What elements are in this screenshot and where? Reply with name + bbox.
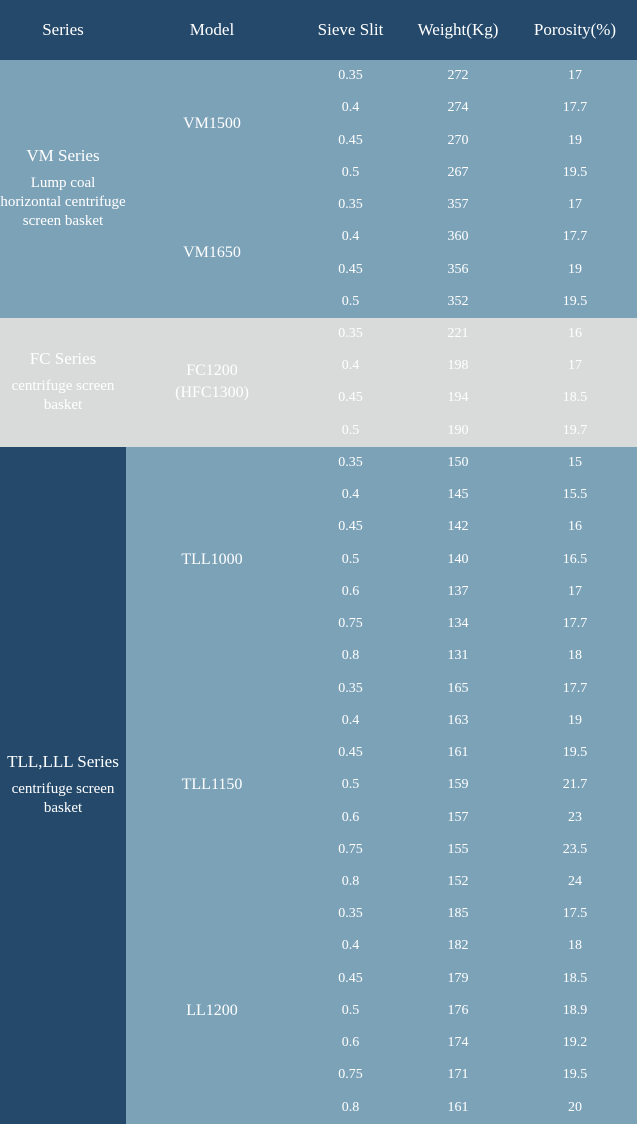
porosity-value: 17.5 bbox=[513, 898, 637, 930]
sieve-slit-value: 0.45 bbox=[298, 511, 403, 543]
weight-value: 161 bbox=[403, 737, 513, 769]
column-header-porosity: Porosity(%) bbox=[513, 0, 637, 60]
weight-value: 198 bbox=[403, 350, 513, 382]
sieve-slit-value: 0.35 bbox=[298, 898, 403, 930]
porosity-value: 19.5 bbox=[513, 286, 637, 318]
model-cell bbox=[126, 447, 298, 673]
model-cell bbox=[126, 318, 298, 447]
porosity-value: 19.5 bbox=[513, 737, 637, 769]
weight-value: 134 bbox=[403, 608, 513, 640]
porosity-value: 20 bbox=[513, 1092, 637, 1124]
weight-value: 152 bbox=[403, 866, 513, 898]
series-subtitle: centrifuge screen basket bbox=[11, 781, 115, 817]
sieve-slit-value: 0.5 bbox=[298, 286, 403, 318]
porosity-value: 17.7 bbox=[513, 221, 637, 253]
weight-value: 182 bbox=[403, 930, 513, 962]
weight-value: 360 bbox=[403, 221, 513, 253]
sieve-slit-value: 0.35 bbox=[298, 318, 403, 350]
model-name: (HFC1300) bbox=[175, 384, 249, 402]
porosity-value: 19.5 bbox=[513, 157, 637, 189]
model-cell bbox=[126, 60, 298, 189]
sieve-slit-value: 0.4 bbox=[298, 350, 403, 382]
sieve-slit-value: 0.35 bbox=[298, 672, 403, 704]
series-title: FC Series bbox=[29, 349, 97, 369]
weight-value: 185 bbox=[403, 898, 513, 930]
series-title: VM Series bbox=[26, 146, 100, 166]
sieve-slit-value: 0.6 bbox=[298, 801, 403, 833]
column-header-sieve-slit: Sieve Slit bbox=[298, 0, 403, 60]
model-name: VM1500 bbox=[183, 115, 241, 133]
sieve-slit-value: 0.35 bbox=[298, 189, 403, 221]
porosity-value: 21.7 bbox=[513, 769, 637, 801]
sieve-slit-value: 0.4 bbox=[298, 705, 403, 737]
sieve-slit-value: 0.45 bbox=[298, 124, 403, 156]
sieve-slit-value: 0.45 bbox=[298, 382, 403, 414]
sieve-slit-value: 0.5 bbox=[298, 544, 403, 576]
porosity-value: 24 bbox=[513, 866, 637, 898]
porosity-value: 17.7 bbox=[513, 672, 637, 704]
porosity-value: 17 bbox=[513, 189, 637, 221]
weight-value: 272 bbox=[403, 60, 513, 92]
porosity-value: 17 bbox=[513, 350, 637, 382]
weight-value: 352 bbox=[403, 286, 513, 318]
porosity-value: 19 bbox=[513, 253, 637, 285]
weight-value: 194 bbox=[403, 382, 513, 414]
porosity-value: 18.9 bbox=[513, 995, 637, 1027]
model-name: FC1200 bbox=[186, 362, 238, 380]
weight-value: 137 bbox=[403, 576, 513, 608]
porosity-value: 16 bbox=[513, 318, 637, 350]
weight-value: 140 bbox=[403, 544, 513, 576]
sieve-slit-value: 0.4 bbox=[298, 92, 403, 124]
weight-value: 150 bbox=[403, 447, 513, 479]
porosity-value: 18 bbox=[513, 930, 637, 962]
sieve-slit-value: 0.45 bbox=[298, 253, 403, 285]
porosity-value: 17.7 bbox=[513, 608, 637, 640]
porosity-value: 18.5 bbox=[513, 382, 637, 414]
series-cell bbox=[0, 318, 126, 447]
table-body bbox=[0, 60, 637, 1124]
table-row bbox=[0, 318, 637, 350]
weight-value: 190 bbox=[403, 415, 513, 447]
weight-value: 174 bbox=[403, 1027, 513, 1059]
weight-value: 357 bbox=[403, 189, 513, 221]
sieve-slit-value: 0.6 bbox=[298, 576, 403, 608]
sieve-slit-value: 0.6 bbox=[298, 1027, 403, 1059]
table-row bbox=[0, 447, 637, 479]
column-header-weight: Weight(Kg) bbox=[403, 0, 513, 60]
model-cell bbox=[126, 672, 298, 898]
model-name: TLL1000 bbox=[181, 550, 243, 568]
porosity-value: 19.5 bbox=[513, 1059, 637, 1091]
porosity-value: 15.5 bbox=[513, 479, 637, 511]
model-cell bbox=[126, 189, 298, 318]
model-cell bbox=[126, 898, 298, 1124]
porosity-value: 17.7 bbox=[513, 92, 637, 124]
sieve-slit-value: 0.5 bbox=[298, 769, 403, 801]
sieve-slit-value: 0.75 bbox=[298, 1059, 403, 1091]
sieve-slit-value: 0.75 bbox=[298, 834, 403, 866]
porosity-value: 19.7 bbox=[513, 415, 637, 447]
weight-value: 159 bbox=[403, 769, 513, 801]
table-header-row bbox=[0, 0, 637, 60]
porosity-value: 19 bbox=[513, 705, 637, 737]
weight-value: 356 bbox=[403, 253, 513, 285]
weight-value: 131 bbox=[403, 640, 513, 672]
porosity-value: 16.5 bbox=[513, 544, 637, 576]
sieve-slit-value: 0.4 bbox=[298, 930, 403, 962]
column-header-series: Series bbox=[0, 0, 126, 60]
porosity-value: 19.2 bbox=[513, 1027, 637, 1059]
series-subtitle: Lump coal horizontal centrifuge screen basket bbox=[0, 175, 126, 230]
weight-value: 179 bbox=[403, 963, 513, 995]
porosity-value: 18 bbox=[513, 640, 637, 672]
porosity-value: 18.5 bbox=[513, 963, 637, 995]
series-title: TLL,LLL Series bbox=[7, 752, 119, 772]
column-header-model: Model bbox=[126, 0, 298, 60]
sieve-slit-value: 0.75 bbox=[298, 608, 403, 640]
weight-value: 142 bbox=[403, 511, 513, 543]
porosity-value: 23.5 bbox=[513, 834, 637, 866]
weight-value: 267 bbox=[403, 157, 513, 189]
weight-value: 155 bbox=[403, 834, 513, 866]
porosity-value: 23 bbox=[513, 801, 637, 833]
model-name: LL1200 bbox=[186, 1002, 238, 1020]
series-subtitle: centrifuge screen basket bbox=[11, 378, 115, 414]
weight-value: 161 bbox=[403, 1092, 513, 1124]
porosity-value: 17 bbox=[513, 576, 637, 608]
weight-value: 163 bbox=[403, 705, 513, 737]
sieve-slit-value: 0.5 bbox=[298, 995, 403, 1027]
sieve-slit-value: 0.5 bbox=[298, 415, 403, 447]
table-header bbox=[0, 0, 637, 60]
weight-value: 176 bbox=[403, 995, 513, 1027]
sieve-slit-value: 0.35 bbox=[298, 447, 403, 479]
porosity-value: 15 bbox=[513, 447, 637, 479]
sieve-slit-value: 0.8 bbox=[298, 1092, 403, 1124]
porosity-value: 16 bbox=[513, 511, 637, 543]
porosity-value: 17 bbox=[513, 60, 637, 92]
series-cell bbox=[0, 447, 126, 1124]
sieve-slit-value: 0.8 bbox=[298, 640, 403, 672]
weight-value: 221 bbox=[403, 318, 513, 350]
sieve-slit-value: 0.4 bbox=[298, 479, 403, 511]
weight-value: 165 bbox=[403, 672, 513, 704]
weight-value: 145 bbox=[403, 479, 513, 511]
sieve-slit-value: 0.45 bbox=[298, 737, 403, 769]
table-row bbox=[0, 60, 637, 92]
weight-value: 270 bbox=[403, 124, 513, 156]
model-name: TLL1150 bbox=[181, 776, 243, 794]
porosity-value: 19 bbox=[513, 124, 637, 156]
weight-value: 274 bbox=[403, 92, 513, 124]
sieve-slit-value: 0.45 bbox=[298, 963, 403, 995]
sieve-slit-value: 0.8 bbox=[298, 866, 403, 898]
model-name: VM1650 bbox=[183, 244, 241, 262]
weight-value: 171 bbox=[403, 1059, 513, 1091]
sieve-slit-value: 0.4 bbox=[298, 221, 403, 253]
sieve-slit-value: 0.35 bbox=[298, 60, 403, 92]
series-cell bbox=[0, 60, 126, 318]
sieve-slit-value: 0.5 bbox=[298, 157, 403, 189]
weight-value: 157 bbox=[403, 801, 513, 833]
